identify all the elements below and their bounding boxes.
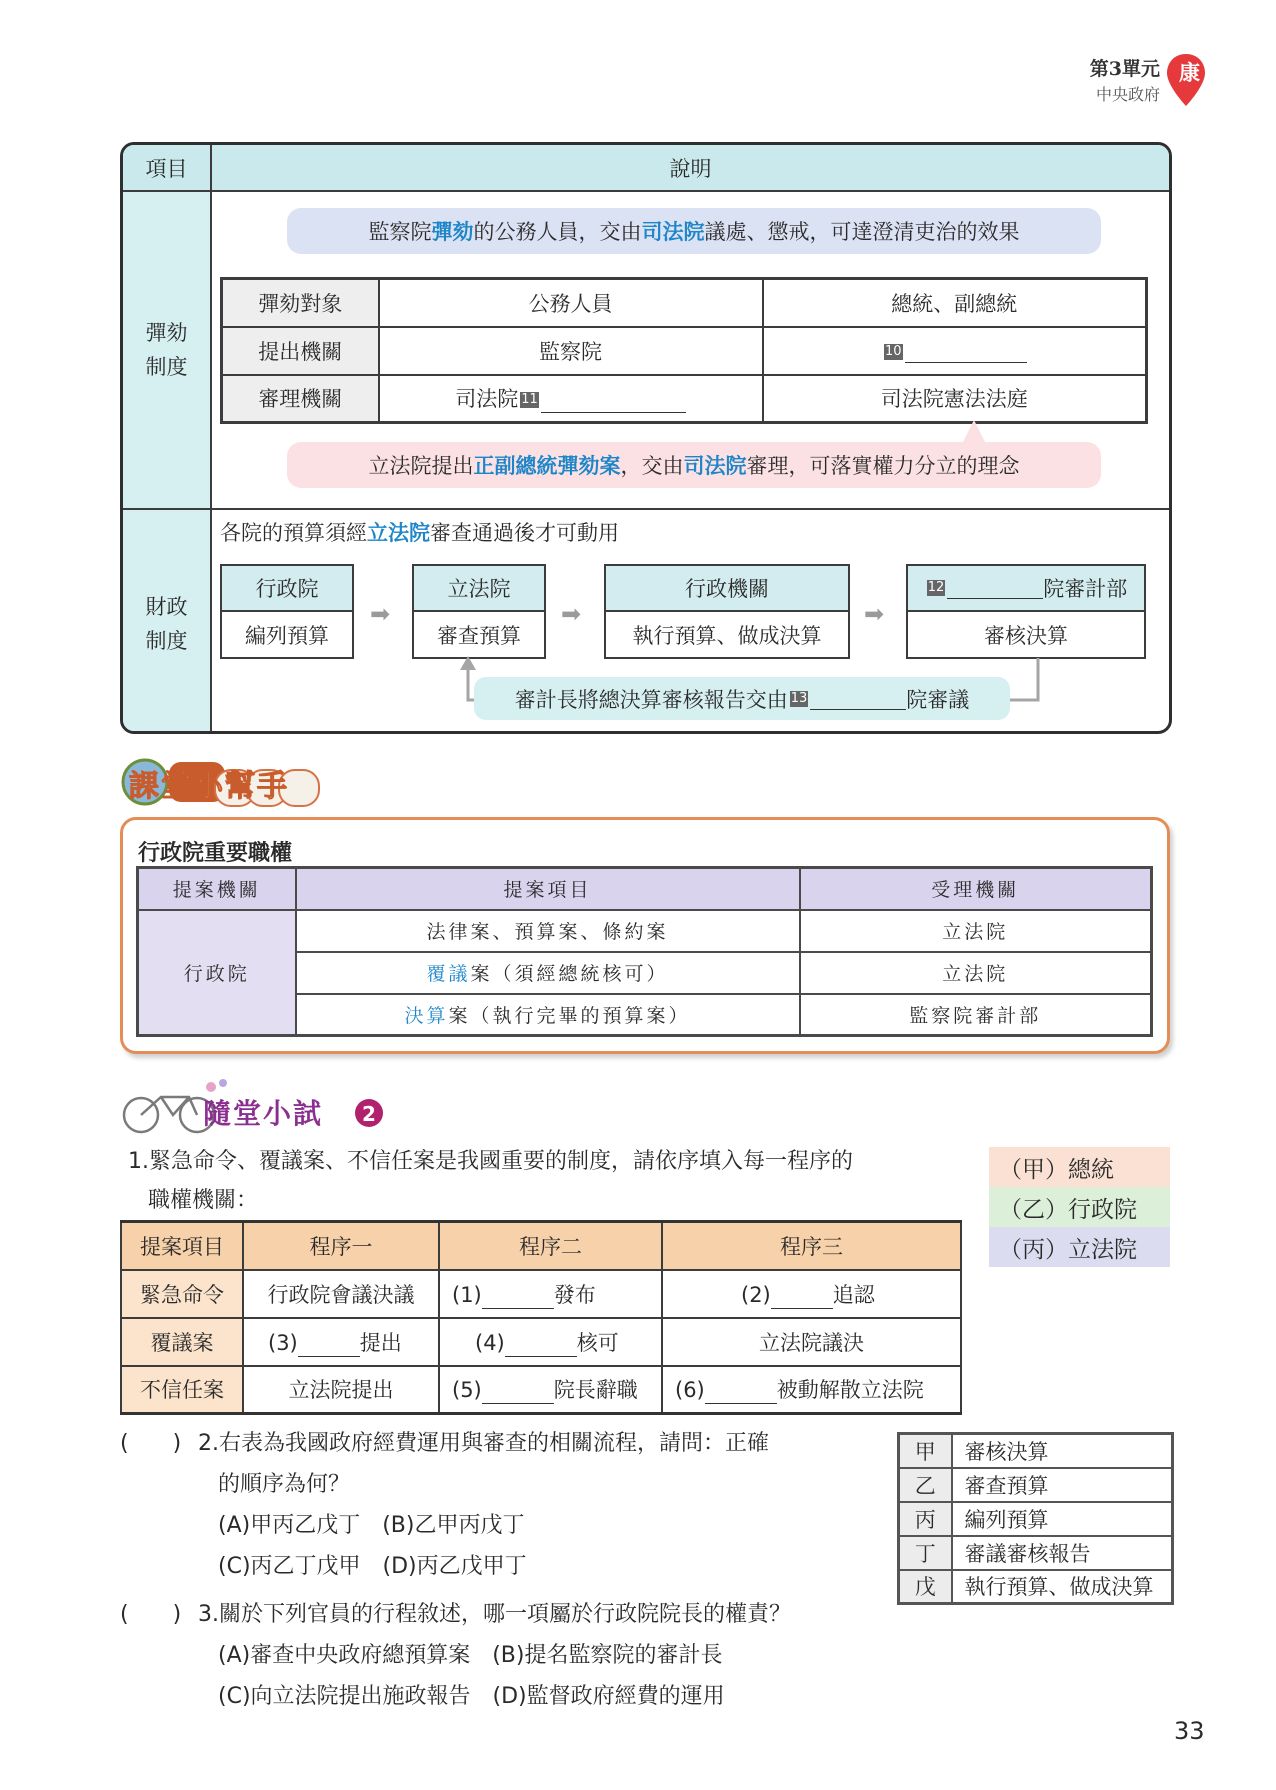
- table-row: 乙 審查預算: [899, 1468, 1173, 1502]
- impeach-top-note: 監察院 彈劾 的公務人員，交由 司法院 議處、懲戒，可達澄清吏治的效果: [287, 208, 1101, 254]
- table-row: [121, 1270, 961, 1318]
- col-header-desc: 說明: [212, 145, 1169, 192]
- fill-blank-6[interactable]: (6) 被動解散立法院: [662, 1366, 961, 1414]
- q2-answer-paren[interactable]: ( ): [120, 1431, 182, 1456]
- unit-subtitle: 中央政府: [1095, 85, 1160, 104]
- fill-blank-4[interactable]: (4) 核可: [439, 1318, 662, 1366]
- publisher-mark: 康: [1179, 61, 1200, 85]
- row-label: 審理機關: [222, 375, 379, 423]
- flower-icon: [206, 1082, 216, 1092]
- helper-logo-text: 課堂小幫手: [129, 769, 289, 804]
- table-row: 丙 編列預算: [899, 1502, 1173, 1536]
- fill-blank-12[interactable]: 12 院審計部: [908, 566, 1144, 612]
- flow-step-4: 12 院審計部 審核決算: [906, 564, 1146, 659]
- flow-step-3: 行政機關 執行預算、做成決算: [604, 564, 850, 659]
- row-label: 提出機關: [222, 327, 379, 375]
- callout-pointer: [962, 420, 986, 444]
- cell: 行政院會議決議: [243, 1270, 439, 1318]
- q3-line-1: 3.關於下列官員的行程敘述，哪一項屬於行政院院長的權責？: [198, 1602, 791, 1627]
- q2-line-1: 2.右表為我國政府經費運用與審查的相關流程，請問：正確: [198, 1431, 769, 1456]
- col-header: 提案項目: [121, 1222, 243, 1270]
- table-row: [222, 375, 1147, 423]
- arrow-right-icon: ➡: [370, 600, 391, 628]
- table-header-row: [138, 868, 1152, 910]
- q1-legend: [989, 1147, 1170, 1267]
- q3-options-2: (C)向立法院提出施政報告 (D)監督政府經費的運用: [218, 1684, 725, 1709]
- q2-line-2: 的順序為何？: [218, 1472, 351, 1497]
- fill-blank-5[interactable]: (5) 院長辭職: [439, 1366, 662, 1414]
- helper-title: 行政院重要職權: [138, 841, 293, 866]
- col-header: 提案機關: [138, 868, 296, 910]
- impeach-label: 彈劾 制度: [123, 192, 212, 510]
- row-label: 不信任案: [121, 1366, 243, 1414]
- cell: 立法院提出: [243, 1366, 439, 1414]
- arrow-right-icon: ➡: [864, 600, 885, 628]
- cell: 公務人員: [379, 279, 763, 327]
- fill-blank-11[interactable]: 司法院 11: [379, 375, 763, 423]
- page-number: 33: [1174, 1717, 1205, 1745]
- finance-label: 財政 制度: [123, 510, 212, 734]
- table-header-row: [121, 1222, 961, 1270]
- row-divider: [212, 508, 1169, 510]
- quiz-logo: [119, 1075, 387, 1137]
- table-row: [121, 1366, 961, 1414]
- flower-icon: [219, 1079, 227, 1087]
- row-label: 覆議案: [121, 1318, 243, 1366]
- table-row: [222, 279, 1147, 327]
- impeach-table: [220, 277, 1148, 424]
- legend-item: （丙）立法院: [989, 1227, 1170, 1267]
- audit-note: 審計長將總決算審核報告交由 13 院審議: [474, 677, 1010, 720]
- col-header: 程序二: [439, 1222, 662, 1270]
- col-header: 程序一: [243, 1222, 439, 1270]
- fill-blank-13[interactable]: [810, 688, 906, 710]
- col-header: 提案項目: [296, 868, 800, 910]
- legend-item: （甲）總統: [989, 1147, 1170, 1187]
- quiz-logo-number: 2: [362, 1102, 376, 1126]
- cell: 立法院: [800, 952, 1152, 994]
- fill-blank-1[interactable]: (1) 發布: [439, 1270, 662, 1318]
- question-1: 1.緊急命令、覆議案、不信任案是我國重要的制度，請依序填入每一程序的 職權機關：: [128, 1149, 853, 1213]
- cell: 法律案、預算案、條約案: [296, 910, 800, 952]
- q1-table: [120, 1220, 962, 1415]
- fill-blank-10[interactable]: 10: [763, 327, 1147, 375]
- table-row: 戊 執行預算、做成決算: [899, 1570, 1173, 1604]
- table-row: [138, 910, 1152, 952]
- row-label: 緊急命令: [121, 1270, 243, 1318]
- finance-note: 各院的預算須經立法院審查通過後才可動用: [220, 521, 619, 545]
- fill-blank-2[interactable]: (2) 追認: [662, 1270, 961, 1318]
- table-row: [222, 327, 1147, 375]
- fill-blank-3[interactable]: (3) 提出: [243, 1318, 439, 1366]
- flow-step-1: 行政院 編列預算: [220, 564, 354, 659]
- q2-table: [897, 1432, 1174, 1605]
- quiz-logo-text: 隨堂小試: [203, 1097, 324, 1130]
- q3-options-1: (A)審查中央政府總預算案 (B)提名監察院的審計長: [218, 1643, 723, 1668]
- table-row: 甲 審核決算: [899, 1434, 1173, 1468]
- unit-badge: [1072, 52, 1212, 112]
- cell: 監察院審計部: [800, 994, 1152, 1036]
- q2-options-1: (A)甲丙乙戊丁 (B)乙甲丙戊丁: [218, 1513, 525, 1538]
- unit-title: 第3單元: [1089, 58, 1160, 80]
- helper-logo: [119, 752, 359, 810]
- cell: 司法院憲法法庭: [763, 375, 1147, 423]
- flow-step-2: 立法院 審查預算: [412, 564, 546, 659]
- helper-table: [136, 866, 1153, 1037]
- arrow-right-icon: ➡: [561, 600, 582, 628]
- cell: 監察院: [379, 327, 763, 375]
- col-header-item: 項目: [123, 145, 212, 192]
- q3-answer-paren[interactable]: ( ): [120, 1602, 182, 1627]
- col-header: 受理機關: [800, 868, 1152, 910]
- row-label: 彈劾對象: [222, 279, 379, 327]
- bicycle-icon: [124, 1097, 214, 1132]
- cell: 立法院議決: [662, 1318, 961, 1366]
- table-row: [121, 1318, 961, 1366]
- org-cell: 行政院: [138, 910, 296, 1036]
- cell: 決算案（執行完畢的預算案）: [296, 994, 800, 1036]
- col-header: 程序三: [662, 1222, 961, 1270]
- q2-options-2: (C)丙乙丁戊甲 (D)丙乙戊甲丁: [218, 1554, 527, 1579]
- table-row: 丁 審議審核報告: [899, 1536, 1173, 1570]
- cell: 總統、副總統: [763, 279, 1147, 327]
- cell: 覆議案（須經總統核可）: [296, 952, 800, 994]
- legend-item: （乙）行政院: [989, 1187, 1170, 1227]
- cell: 立法院: [800, 910, 1152, 952]
- impeach-bottom-note: 立法院提出 正副總統彈劾案 ，交由 司法院 審理，可落實權力分立的理念: [287, 442, 1101, 488]
